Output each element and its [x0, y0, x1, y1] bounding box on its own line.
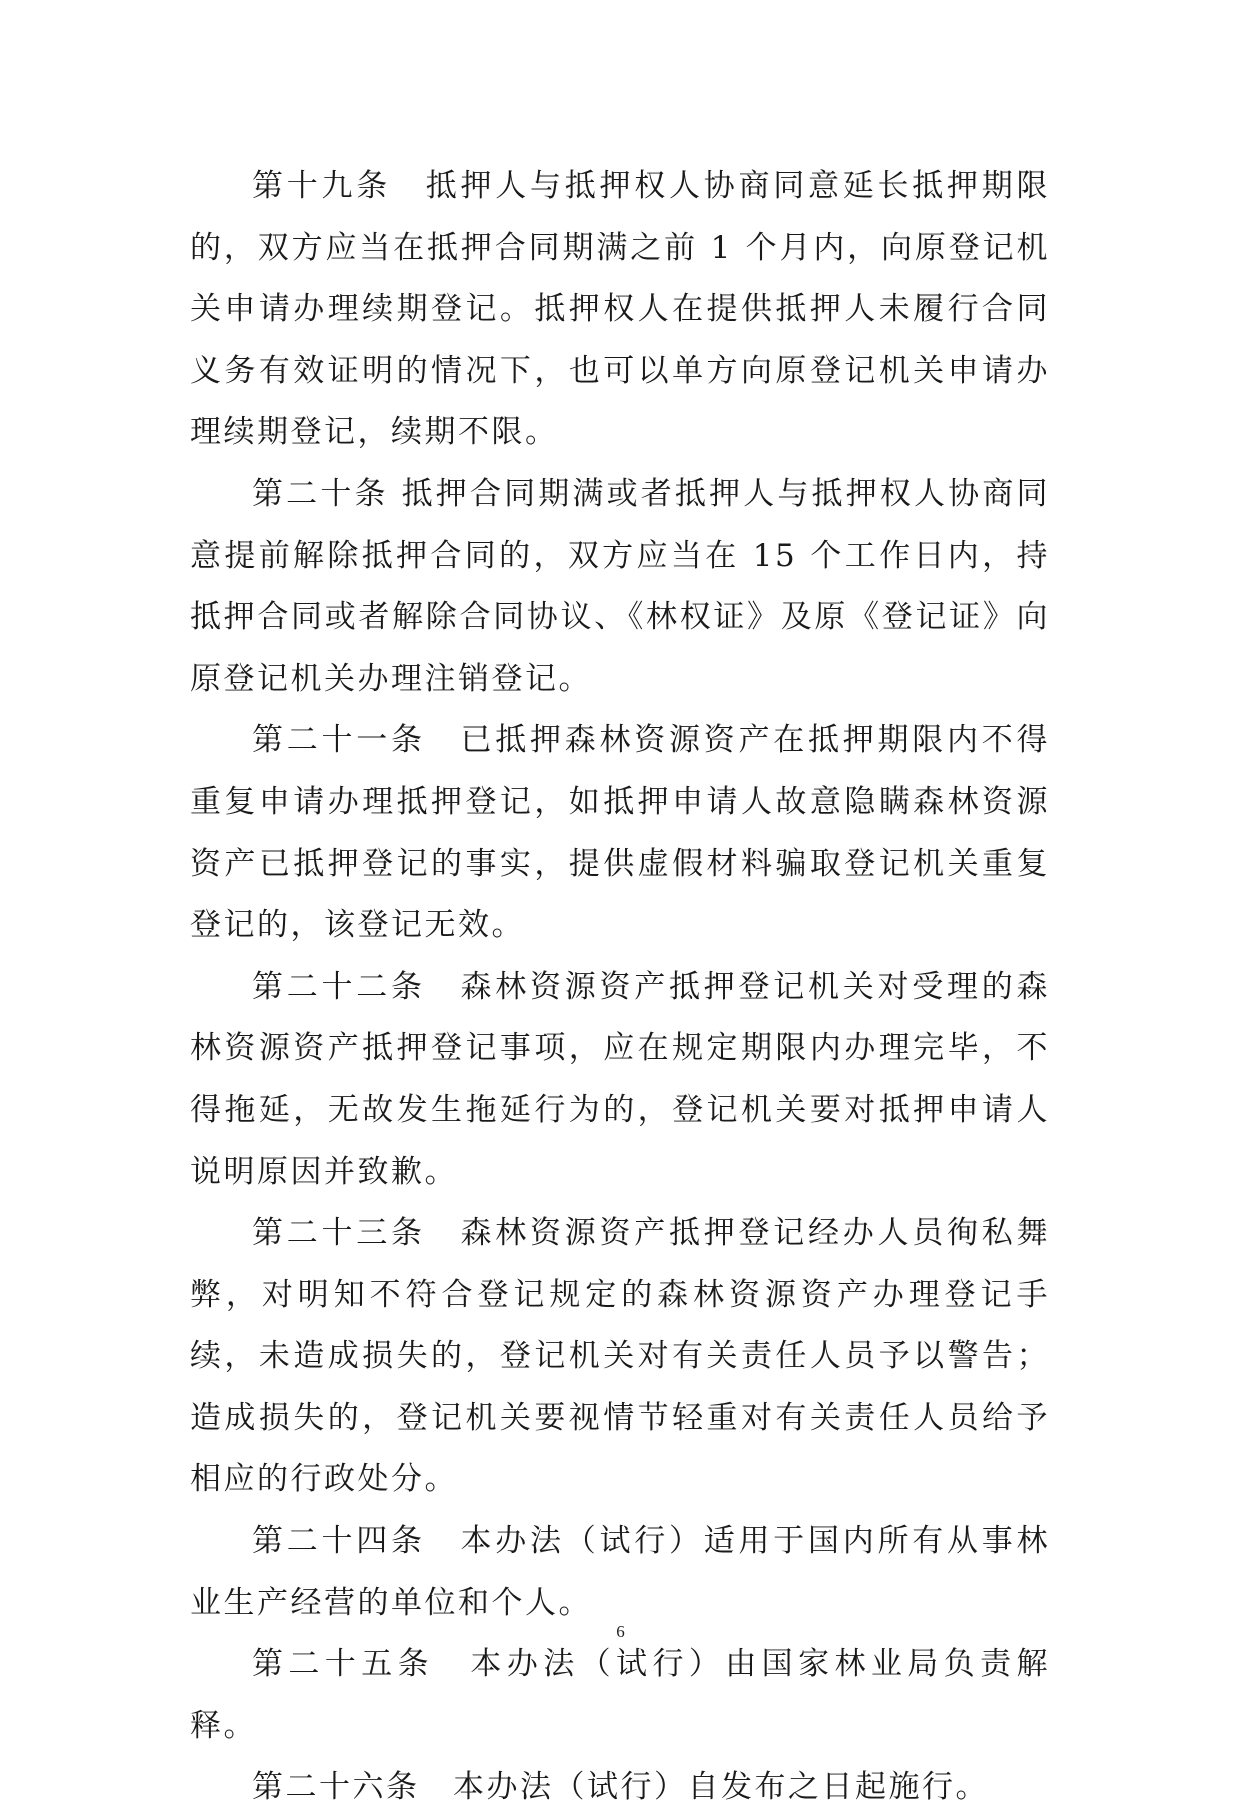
- article-21-paragraph: 第二十一条 已抵押森林资源资产在抵押期限内不得重复申请办理抵押登记，如抵押申请人故意隐瞒森林资源资产已抵押登记的事实，提供虚假材料骗取登记机关重复登记的，该登记无效。: [190, 722, 1050, 944]
- article-24-paragraph: 第二十四条 本办法（试行）适用于国内所有从事林业生产经营的单位和个人。: [190, 1523, 1050, 1621]
- article-23-paragraph: 第二十三条 森林资源资产抵押登记经办人员徇私舞弊，对明知不符合登记规定的森林资源资产办理登记手续，未造成损失的，登记机关对有关责任人员予以警告；造成损失的，登记机关要视情节轻重对有关责任人员给予相应的行政处分。: [190, 1215, 1050, 1498]
- article-25-paragraph: 第二十五条 本办法（试行）由国家林业局负责解释。: [190, 1646, 1050, 1744]
- article-20-paragraph: 第二十条 抵押合同期满或者抵押人与抵押权人协商同意提前解除抵押合同的，双方应当在 15 个工作日内，持抵押合同或者解除合同协议、《林权证》及原《登记证》向原登记机关办理注销登记。: [190, 475, 1050, 697]
- document-body: [190, 156, 1050, 1819]
- article-19-paragraph: 第十九条 抵押人与抵押权人协商同意延长抵押期限的，双方应当在抵押合同期满之前 1 个月内，向原登记机关申请办理续期登记。抵押权人在提供抵押人未履行合同义务有效证明的情况下，也可以单方向原登记机关申请办理续期登记，续期不限。: [190, 168, 1050, 451]
- article-22-paragraph: 第二十二条 森林资源资产抵押登记机关对受理的森林资源资产抵押登记事项，应在规定期限内办理完毕，不得拖延，无故发生拖延行为的，登记机关要对抵押申请人说明原因并致歉。: [190, 968, 1050, 1190]
- article-26-paragraph: 第二十六条 本办法（试行）自发布之日起施行。: [252, 1769, 989, 1806]
- page-number: 6: [616, 1622, 625, 1641]
